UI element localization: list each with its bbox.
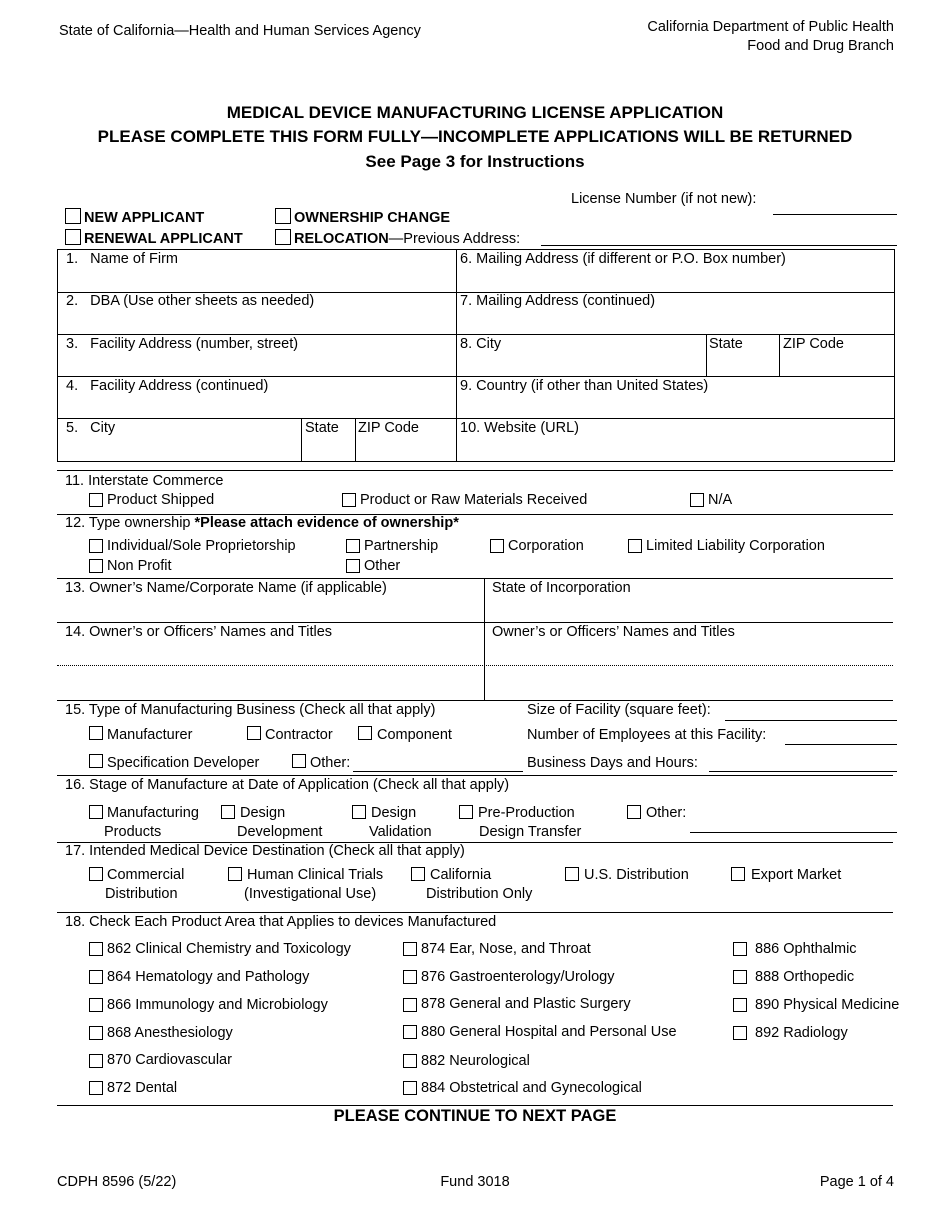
area-872-checkbox[interactable]: [89, 1081, 103, 1095]
previous-address-label: —Previous Address:: [388, 231, 521, 247]
product-received-checkbox[interactable]: [342, 493, 356, 507]
partnership-label: Partnership: [364, 538, 439, 554]
manufacturing-other-checkbox[interactable]: [292, 754, 306, 768]
section-divider: [57, 912, 893, 913]
mailing-address-field[interactable]: 6. Mailing Address (if different or P.O. Box number): [460, 251, 786, 267]
facility-state-field[interactable]: State: [305, 420, 339, 436]
agency-name: State of California—Health and Human Services Agency: [59, 23, 421, 39]
area-876-checkbox[interactable]: [403, 970, 417, 984]
branch-name: Food and Drug Branch: [747, 38, 894, 54]
llc-label: Limited Liability Corporation: [646, 538, 825, 554]
interstate-na-checkbox[interactable]: [690, 493, 704, 507]
officers-names-field-2[interactable]: Owner’s or Officers’ Names and Titles: [492, 624, 735, 640]
section-divider: [57, 578, 893, 579]
business-hours-label: Business Days and Hours:: [527, 755, 698, 771]
page-number: Page 1 of 4: [819, 1174, 894, 1190]
ownership-change-label: OWNERSHIP CHANGE: [294, 210, 451, 226]
stage-manufacture-label: 16. Stage of Manufacture at Date of Application (Check all that apply): [65, 777, 510, 793]
owner-name-field[interactable]: 13. Owner’s Name/Corporate Name (if applicable): [65, 580, 387, 596]
area-888-label: 888 Orthopedic: [755, 969, 855, 985]
grid-center-line: [456, 249, 457, 461]
renewal-applicant-label: RENEWAL APPLICANT: [84, 231, 243, 247]
component-checkbox[interactable]: [358, 726, 372, 740]
section-divider: [57, 775, 893, 776]
manufacturing-products-label-2: Products: [104, 824, 162, 840]
form-id: CDPH 8596 (5/22): [57, 1174, 177, 1190]
mailing-address-continued-field[interactable]: 7. Mailing Address (continued): [460, 293, 656, 309]
dba-field[interactable]: 2. DBA (Use other sheets as needed): [66, 293, 315, 309]
area-868-label: 868 Anesthesiology: [107, 1025, 233, 1041]
llc-checkbox[interactable]: [628, 539, 642, 553]
manufacturing-products-label: Manufacturing: [107, 805, 199, 821]
grid-bottom-border: [57, 461, 895, 462]
ownership-other-label: Other: [364, 558, 401, 574]
area-882-checkbox[interactable]: [403, 1054, 417, 1068]
area-890-label: 890 Physical Medicine: [755, 997, 900, 1013]
area-880-checkbox[interactable]: [403, 1025, 417, 1039]
area-864-label: 864 Hematology and Pathology: [107, 969, 310, 985]
grid-row-line: [57, 376, 895, 377]
area-886-checkbox[interactable]: [733, 942, 747, 956]
area-868-checkbox[interactable]: [89, 1026, 103, 1040]
california-distribution-label-2: Distribution Only: [426, 886, 533, 902]
design-development-label: Design: [240, 805, 286, 821]
officers-names-field[interactable]: 14. Owner’s or Officers’ Names and Titles: [65, 624, 333, 640]
area-880-label: 880 General Hospital and Personal Use: [421, 1024, 677, 1040]
facility-zip-field[interactable]: ZIP Code: [358, 420, 419, 436]
manufacturing-products-checkbox[interactable]: [89, 805, 103, 819]
manufacturing-other-label: Other:: [310, 755, 351, 771]
area-878-label: 878 General and Plastic Surgery: [421, 996, 631, 1012]
area-862-label: 862 Clinical Chemistry and Toxicology: [107, 941, 351, 957]
design-validation-checkbox[interactable]: [352, 805, 366, 819]
facility-address-continued-field[interactable]: 4. Facility Address (continued): [66, 378, 269, 394]
business-hours-field[interactable]: [709, 771, 897, 772]
new-applicant-checkbox[interactable]: [65, 208, 81, 224]
stage-other-field[interactable]: [690, 832, 897, 833]
area-884-checkbox[interactable]: [403, 1081, 417, 1095]
pre-production-label: Pre-Production: [478, 805, 575, 821]
grid-top-border: [57, 249, 895, 250]
area-874-label: 874 Ear, Nose, and Throat: [421, 941, 591, 957]
design-development-label-2: Development: [237, 824, 323, 840]
area-890-checkbox[interactable]: [733, 998, 747, 1012]
sole-proprietorship-checkbox[interactable]: [89, 539, 103, 553]
grid-col-line: [706, 334, 707, 376]
license-number-field[interactable]: [773, 214, 897, 215]
form-subtitle: PLEASE COMPLETE THIS FORM FULLY—INCOMPLETE APPLICATIONS WILL BE RETURNED: [97, 127, 853, 146]
area-884-label: 884 Obstetrical and Gynecological: [421, 1080, 642, 1096]
stage-other-label: Other:: [646, 805, 687, 821]
grid-row-line: [57, 334, 895, 335]
facility-size-label: Size of Facility (square feet):: [527, 702, 711, 718]
california-distribution-checkbox[interactable]: [411, 867, 425, 881]
corporation-label: Corporation: [508, 538, 584, 554]
grid-center-line: [484, 578, 485, 700]
relocation-text: RELOCATION: [294, 231, 389, 247]
clinical-trials-checkbox[interactable]: [228, 867, 242, 881]
fund-number: Fund 3018: [440, 1174, 510, 1190]
grid-right-border: [894, 249, 895, 461]
contractor-checkbox[interactable]: [247, 726, 261, 740]
pre-production-label-2: Design Transfer: [479, 824, 582, 840]
area-878-checkbox[interactable]: [403, 998, 417, 1012]
ownership-change-checkbox[interactable]: [275, 208, 291, 224]
us-distribution-checkbox[interactable]: [565, 867, 579, 881]
area-888-checkbox[interactable]: [733, 970, 747, 984]
facility-address-field[interactable]: 3. Facility Address (number, street): [66, 336, 299, 352]
type-ownership-label: [65, 515, 459, 531]
instructions-note: See Page 3 for Instructions: [365, 152, 585, 171]
corporation-checkbox[interactable]: [490, 539, 504, 553]
design-validation-label: Design: [371, 805, 417, 821]
product-shipped-label: Product Shipped: [107, 492, 215, 508]
area-892-label: 892 Radiology: [755, 1025, 848, 1041]
product-area-label: 18. Check Each Product Area that Applies to devices Manufactured: [65, 914, 497, 930]
department-name: California Department of Public Health: [647, 19, 894, 35]
grid-left-border: [57, 249, 58, 461]
area-870-label: 870 Cardiovascular: [107, 1052, 232, 1068]
specification-developer-checkbox[interactable]: [89, 754, 103, 768]
section-divider: [57, 700, 893, 701]
continue-notice: PLEASE CONTINUE TO NEXT PAGE: [333, 1107, 617, 1125]
interstate-na-label: N/A: [708, 492, 733, 508]
area-862-checkbox[interactable]: [89, 942, 103, 956]
export-market-checkbox[interactable]: [731, 867, 745, 881]
website-field[interactable]: 10. Website (URL): [460, 420, 579, 436]
previous-address-field[interactable]: [541, 245, 897, 246]
non-profit-checkbox[interactable]: [89, 559, 103, 573]
relocation-checkbox[interactable]: [275, 229, 291, 245]
firm-name-field[interactable]: 1. Name of Firm: [66, 251, 178, 267]
form-title: MEDICAL DEVICE MANUFACTURING LICENSE APPLICATION: [226, 103, 724, 122]
facility-size-field[interactable]: [725, 720, 897, 721]
ownership-evidence-note: *Please attach evidence of ownership*: [194, 515, 459, 531]
destination-label: 17. Intended Medical Device Destination (Check all that apply): [65, 843, 465, 859]
product-received-label: Product or Raw Materials Received: [360, 492, 588, 508]
manufacturer-checkbox[interactable]: [89, 726, 103, 740]
renewal-applicant-checkbox[interactable]: [65, 229, 81, 245]
area-886-label: 886 Ophthalmic: [755, 941, 857, 957]
manufacturer-label: Manufacturer: [107, 727, 193, 743]
license-number-label: License Number (if not new):: [571, 191, 757, 207]
area-872-label: 872 Dental: [107, 1080, 178, 1096]
type-ownership-text: 12. Type ownership: [65, 515, 195, 531]
commercial-distribution-checkbox[interactable]: [89, 867, 103, 881]
section-divider: [57, 1105, 893, 1106]
country-field[interactable]: 9. Country (if other than United States): [460, 378, 709, 394]
area-882-label: 882 Neurological: [421, 1053, 530, 1069]
partnership-checkbox[interactable]: [346, 539, 360, 553]
commercial-distribution-label-2: Distribution: [105, 886, 178, 902]
relocation-label: [294, 231, 520, 247]
interstate-commerce-label: 11. Interstate Commerce: [65, 473, 224, 489]
california-distribution-label: California: [430, 867, 492, 883]
facility-city-field[interactable]: 5. City: [66, 420, 116, 436]
area-864-checkbox[interactable]: [89, 970, 103, 984]
area-866-label: 866 Immunology and Microbiology: [107, 997, 328, 1013]
area-870-checkbox[interactable]: [89, 1054, 103, 1068]
export-market-label: Export Market: [751, 867, 842, 883]
pre-production-checkbox[interactable]: [459, 805, 473, 819]
area-874-checkbox[interactable]: [403, 942, 417, 956]
component-label: Component: [377, 727, 452, 743]
grid-col-line: [355, 418, 356, 461]
mailing-state-field[interactable]: State: [709, 336, 743, 352]
employees-label: Number of Employees at this Facility:: [527, 727, 767, 743]
area-866-checkbox[interactable]: [89, 998, 103, 1012]
manufacturing-type-label: 15. Type of Manufacturing Business (Check all that apply): [65, 702, 436, 718]
stage-other-checkbox[interactable]: [627, 805, 641, 819]
section-divider: [57, 622, 893, 623]
design-validation-label-2: Validation: [369, 824, 432, 840]
clinical-trials-label-2: (Investigational Use): [244, 886, 377, 902]
grid-col-line: [301, 418, 302, 461]
design-development-checkbox[interactable]: [221, 805, 235, 819]
manufacturing-other-field[interactable]: [353, 771, 523, 772]
ownership-other-checkbox[interactable]: [346, 559, 360, 573]
state-incorporation-field[interactable]: State of Incorporation: [492, 580, 631, 596]
us-distribution-label: U.S. Distribution: [584, 867, 689, 883]
officers-dotted-line: [57, 665, 893, 666]
contractor-label: Contractor: [265, 727, 333, 743]
non-profit-label: Non Profit: [107, 558, 172, 574]
area-892-checkbox[interactable]: [733, 1026, 747, 1040]
mailing-zip-field[interactable]: ZIP Code: [783, 336, 844, 352]
new-applicant-label: NEW APPLICANT: [84, 210, 205, 226]
grid-col-line: [779, 334, 780, 376]
commercial-distribution-label: Commercial: [107, 867, 185, 883]
clinical-trials-label: Human Clinical Trials: [247, 867, 384, 883]
sole-proprietorship-label: Individual/Sole Proprietorship: [107, 538, 296, 554]
specification-developer-label: Specification Developer: [107, 755, 260, 771]
employees-field[interactable]: [785, 744, 897, 745]
mailing-city-field[interactable]: 8. City: [460, 336, 502, 352]
section-divider: [57, 470, 893, 471]
product-shipped-checkbox[interactable]: [89, 493, 103, 507]
area-876-label: 876 Gastroenterology/Urology: [421, 969, 615, 985]
grid-row-line: [57, 418, 895, 419]
